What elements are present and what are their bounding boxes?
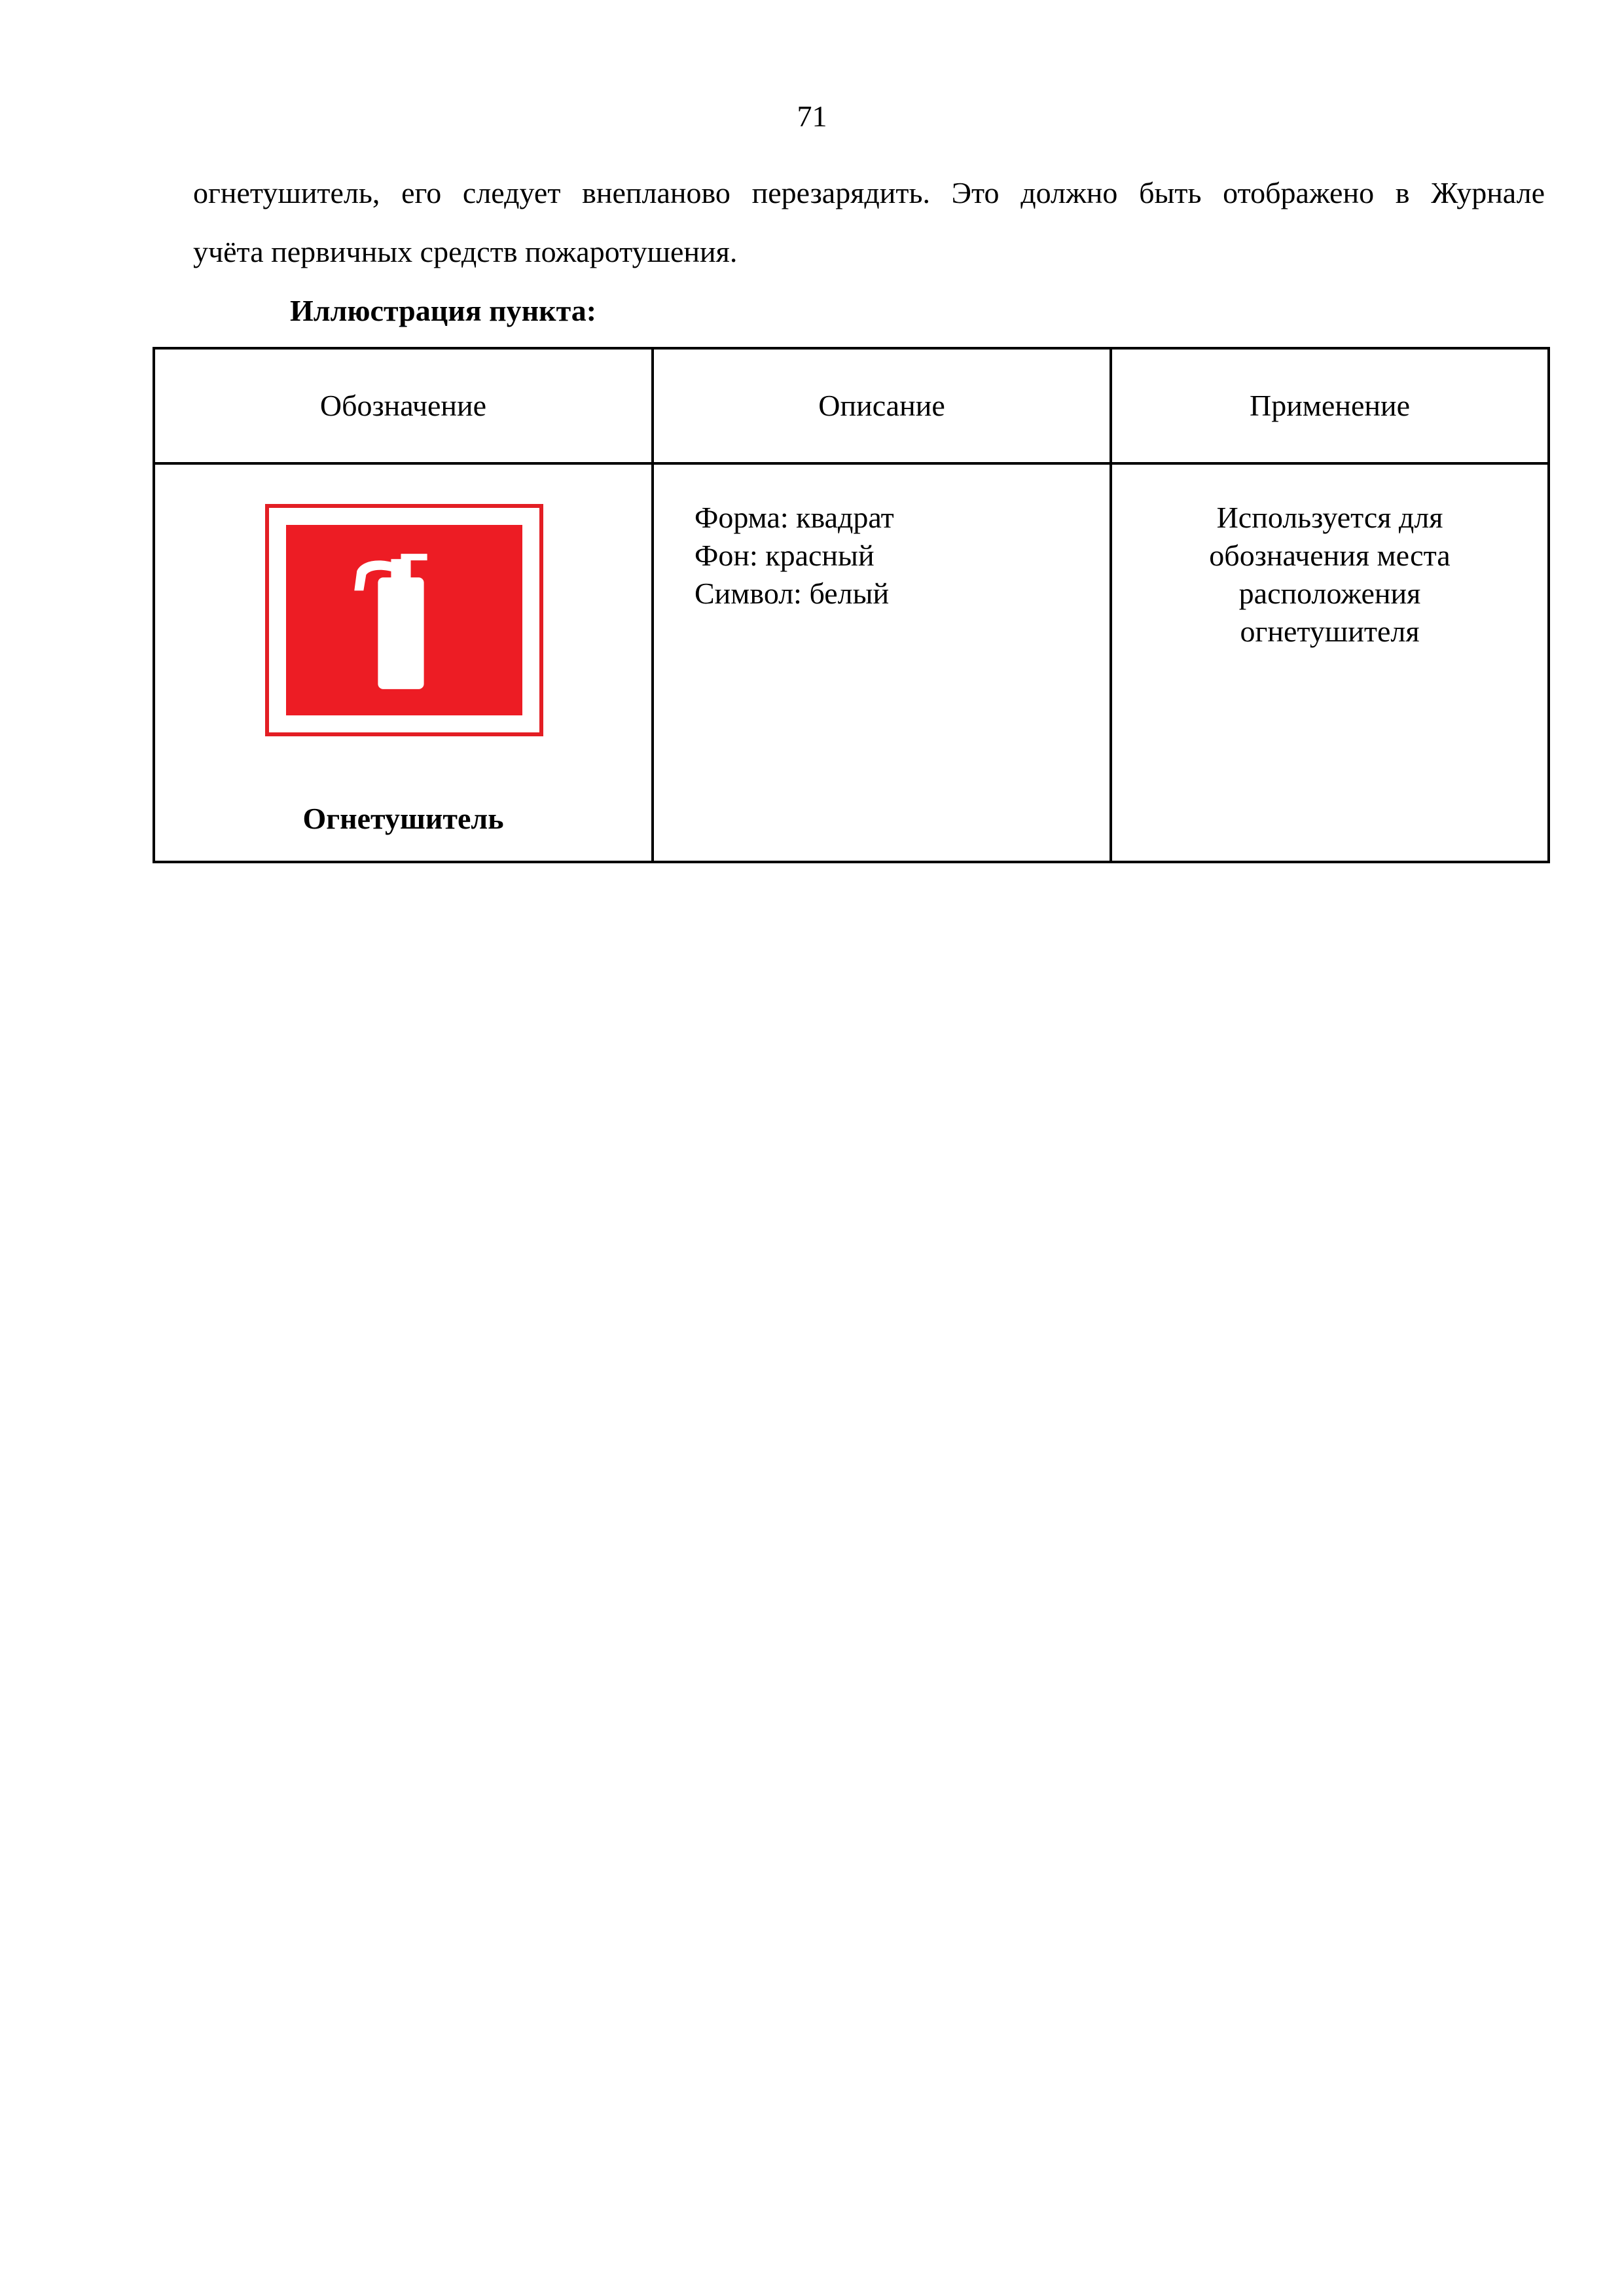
description-background: Фон: красный	[695, 539, 875, 572]
header-description: Описание	[653, 348, 1111, 463]
usage-line-2: обозначения места	[1209, 539, 1451, 572]
fire-extinguisher-icon	[286, 525, 522, 715]
header-designation: Обозначение	[154, 348, 653, 463]
page-number: 71	[797, 99, 827, 133]
table-header-row	[154, 348, 1549, 463]
usage-cell	[1111, 463, 1549, 862]
usage-line-1: Используется для	[1216, 501, 1443, 534]
paragraph-line-1: огнетушитель, его следует внепланово перезарядить. Это должно быть отображено в Журнале	[193, 176, 1545, 209]
section-heading: Иллюстрация пункта:	[290, 294, 597, 327]
usage-line-3: расположения	[1238, 577, 1421, 610]
fire-extinguisher-sign	[265, 504, 543, 736]
designation-cell	[154, 463, 653, 862]
table-row	[154, 463, 1549, 862]
description-shape: Форма: квадрат	[695, 501, 894, 534]
usage-line-4: огнетушителя	[1240, 615, 1420, 648]
sign-table	[153, 347, 1550, 863]
sign-background	[286, 525, 522, 715]
description-symbol: Символ: белый	[695, 577, 890, 610]
paragraph-line-2: учёта первичных средств пожаротушения.	[193, 235, 738, 268]
sign-caption: Огнетушитель	[302, 802, 504, 835]
description-cell	[653, 463, 1111, 862]
header-usage: Применение	[1111, 348, 1549, 463]
